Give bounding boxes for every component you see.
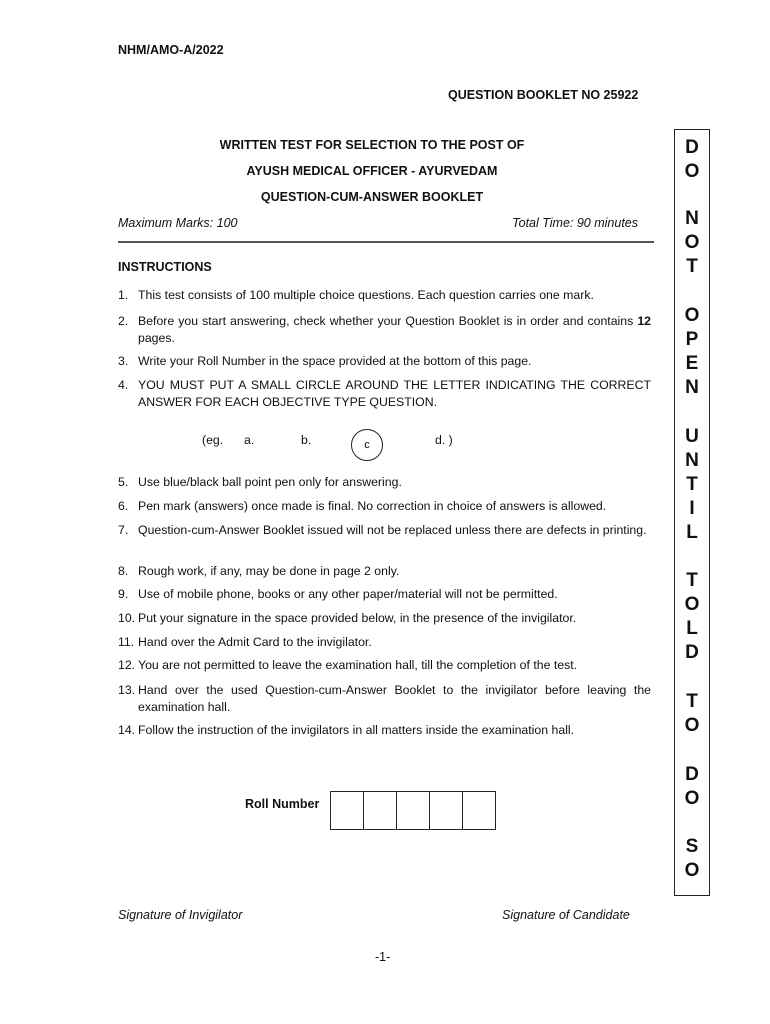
document-code: NHM/AMO-A/2022 <box>118 43 224 57</box>
banner-letter: N <box>685 377 699 398</box>
banner-letter: O <box>684 305 700 326</box>
instruction-item: 6. Pen mark (answers) once made is final. No correction in choice of answers is allowed. <box>118 499 607 513</box>
roll-number-box[interactable] <box>363 791 397 830</box>
title-line-2: AYUSH MEDICAL OFFICER - AYURVEDAM <box>246 164 498 178</box>
banner-letter: O <box>684 161 700 182</box>
banner-letter: T <box>686 256 698 277</box>
instruction-item: 13. Hand over the used Question-cum-Answer Booklet to the invigilator before leaving the examination hall. <box>118 683 651 714</box>
page-number: -1- <box>375 950 391 964</box>
do-not-open-banner <box>674 129 710 896</box>
divider <box>118 241 654 243</box>
roll-number-box[interactable] <box>396 791 430 830</box>
instruction-item: 11. Hand over the Admit Card to the invigilator. <box>118 635 372 649</box>
instruction-item: 8. Rough work, if any, may be done in page 2 only. <box>118 564 400 578</box>
roll-number-box[interactable] <box>330 791 364 830</box>
instruction-item: 10. Put your signature in the space provided below, in the presence of the invigilator. <box>118 611 577 625</box>
total-time: Total Time: 90 minutes <box>512 216 638 230</box>
instruction-item: 9. Use of mobile phone, books or any other paper/material will not be permitted. <box>118 587 558 601</box>
roll-number-box[interactable] <box>429 791 463 830</box>
banner-letter: O <box>684 860 700 881</box>
example-option-b: b. <box>301 433 312 447</box>
banner-letter: T <box>686 474 698 495</box>
banner-letter: P <box>685 329 699 350</box>
instruction-item: 12. You are not permitted to leave the examination hall, till the completion of the test. <box>118 658 578 672</box>
banner-letter: N <box>685 208 699 229</box>
instructions-heading: INSTRUCTIONS <box>118 260 212 274</box>
example-option-a: a. <box>244 433 255 447</box>
title-line-1: WRITTEN TEST FOR SELECTION TO THE POST OF <box>219 138 525 152</box>
banner-letter: D <box>685 137 699 158</box>
example-option-d: d. ) <box>435 433 453 447</box>
banner-letter: O <box>684 788 700 809</box>
banner-letter: T <box>686 691 698 712</box>
instruction-item: 4. YOU MUST PUT A SMALL CIRCLE AROUND THE LETTER INDICATING THE CORRECT ANSWER FOR EACH OBJECTIVE TYPE QUESTION. <box>118 378 651 409</box>
banner-letter: E <box>685 353 699 374</box>
signature-candidate-label: Signature of Candidate <box>502 908 630 922</box>
banner-letter: T <box>686 570 698 591</box>
instruction-item: 14. Follow the instruction of the invigilators in all matters inside the examination hall. <box>118 723 575 737</box>
title-line-3: QUESTION-CUM-ANSWER BOOKLET <box>260 190 484 204</box>
banner-letter: L <box>686 618 698 639</box>
banner-letter: O <box>684 715 700 736</box>
instruction-item: 3. Write your Roll Number in the space provided at the bottom of this page. <box>118 354 532 368</box>
instruction-item: 1. This test consists of 100 multiple choice questions. Each question carries one mark. <box>118 288 594 302</box>
banner-letter: O <box>684 594 700 615</box>
banner-letter: D <box>685 642 699 663</box>
roll-number-boxes <box>330 791 496 830</box>
banner-letter: U <box>685 426 699 447</box>
roll-number-label: Roll Number <box>245 797 320 811</box>
roll-number-box[interactable] <box>462 791 496 830</box>
maximum-marks: Maximum Marks: 100 <box>118 216 238 230</box>
example-label: (eg. <box>202 433 224 447</box>
banner-letter: D <box>685 764 699 785</box>
banner-letter: I <box>689 498 695 519</box>
question-booklet-number: QUESTION BOOKLET NO 25922 <box>448 88 639 102</box>
example-circled-option-c: c <box>351 429 383 461</box>
banner-letter: O <box>684 232 700 253</box>
signature-invigilator-label: Signature of Invigilator <box>118 908 243 922</box>
instruction-item: 2. Before you start answering, check whether your Question Booklet is in order and contains 12 pages. <box>118 314 651 345</box>
banner-letter: S <box>685 836 699 857</box>
instruction-item: 7. Question-cum-Answer Booklet issued will not be replaced unless there are defects in printing. <box>118 523 647 537</box>
banner-letter: N <box>685 450 699 471</box>
banner-letter: L <box>686 522 698 543</box>
instruction-item: 5. Use blue/black ball point pen only for answering. <box>118 475 402 489</box>
